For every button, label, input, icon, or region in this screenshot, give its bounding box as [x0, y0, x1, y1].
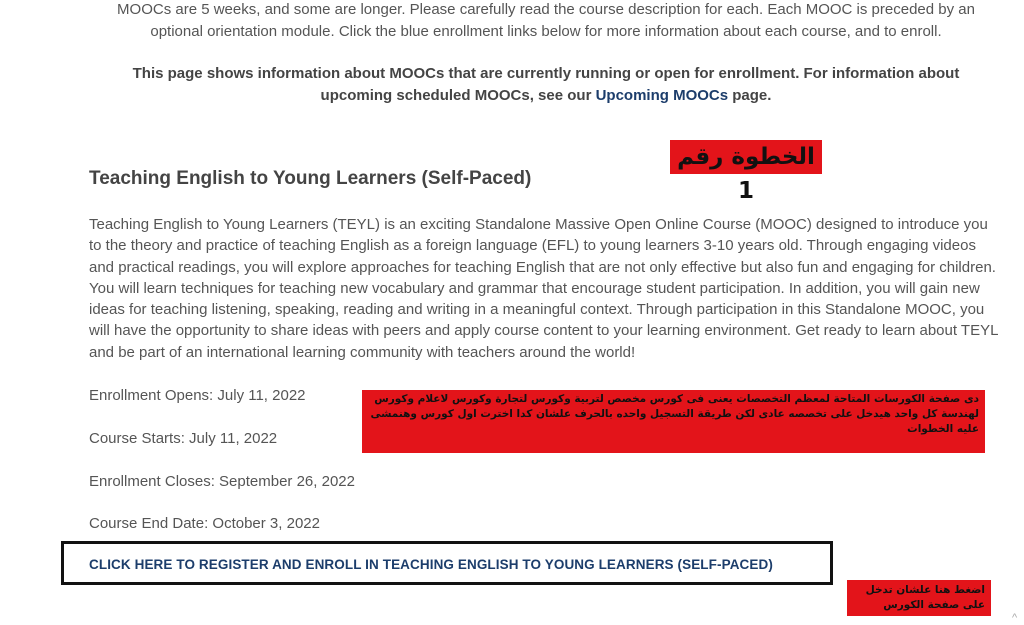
enrollment-closes-date: Enrollment Closes: September 26, 2022 [89, 473, 355, 490]
course-title: Teaching English to Young Learners (Self-Paced) [89, 168, 532, 189]
upcoming-moocs-link[interactable]: Upcoming MOOCs [595, 87, 729, 104]
intro-notice [96, 63, 996, 107]
course-description: Teaching English to Young Learners (TEYL) is an exciting Standalone Massive Open Online Course (MOOC) designed to introduce you to the theory and practice of teaching English as a foreign language (EFL) to young learners 3-10 years old. Through engaging videos and practical readings, you will explore approaches for teaching English that are not only effective but also fun and engaging for children. You will learn techniques for teaching new vocabulary and grammar that encourage student participation. In addition, you will gain new ideas for teaching listening, speaking, reading and writing in a meaningful context. Through participation in this Standalone MOOC, you will have the opportunity to share ideas with peers and apply course content to your learning environment. Get ready to learn about TEYL and be part of an international learning community with teachers around the world! [89, 216, 998, 361]
courses-page-note-annotation: دى صفحة الكورسات المتاحة لمعظم التخصصات يعنى فى كورس مخصص لتربية وكورس لتجارة وكورس لاعلام وكورس لهندسة كل واحد هيدخل على تخصصه عادى لكن طريقة التسجيل واحده بالحرف علشان كدا اخترت اول كورس وهنمشى عليه الخطوات [362, 390, 985, 453]
intro-notice-suffix: page. [728, 87, 772, 104]
course-end-date: Course End Date: October 3, 2022 [89, 515, 320, 532]
step-1-annotation: الخطوة رقم 1 [670, 140, 822, 174]
chevron-up-icon[interactable]: ^ [1012, 612, 1018, 624]
intro-section [96, 0, 996, 107]
click-here-annotation: اضغط هنا علشان تدخل على صفحة الكورس [847, 580, 991, 616]
register-enroll-link[interactable]: CLICK HERE TO REGISTER AND ENROLL IN TEACHING ENGLISH TO YOUNG LEARNERS (SELF-PACED) [89, 557, 773, 572]
enrollment-opens-date: Enrollment Opens: July 11, 2022 [89, 387, 306, 404]
course-starts-date: Course Starts: July 11, 2022 [89, 430, 278, 447]
intro-notice-text: This page shows information about MOOCs that are currently running or open for enrollment. For information about upcoming scheduled MOOCs, see our [132, 65, 960, 104]
intro-text: MOOCs are 5 weeks, and some are longer. Please carefully read the course description for each. Each MOOC is preceded by an optional orientation module. Click the blue enrollment links below for more information about each course, and to enroll. [117, 1, 975, 40]
